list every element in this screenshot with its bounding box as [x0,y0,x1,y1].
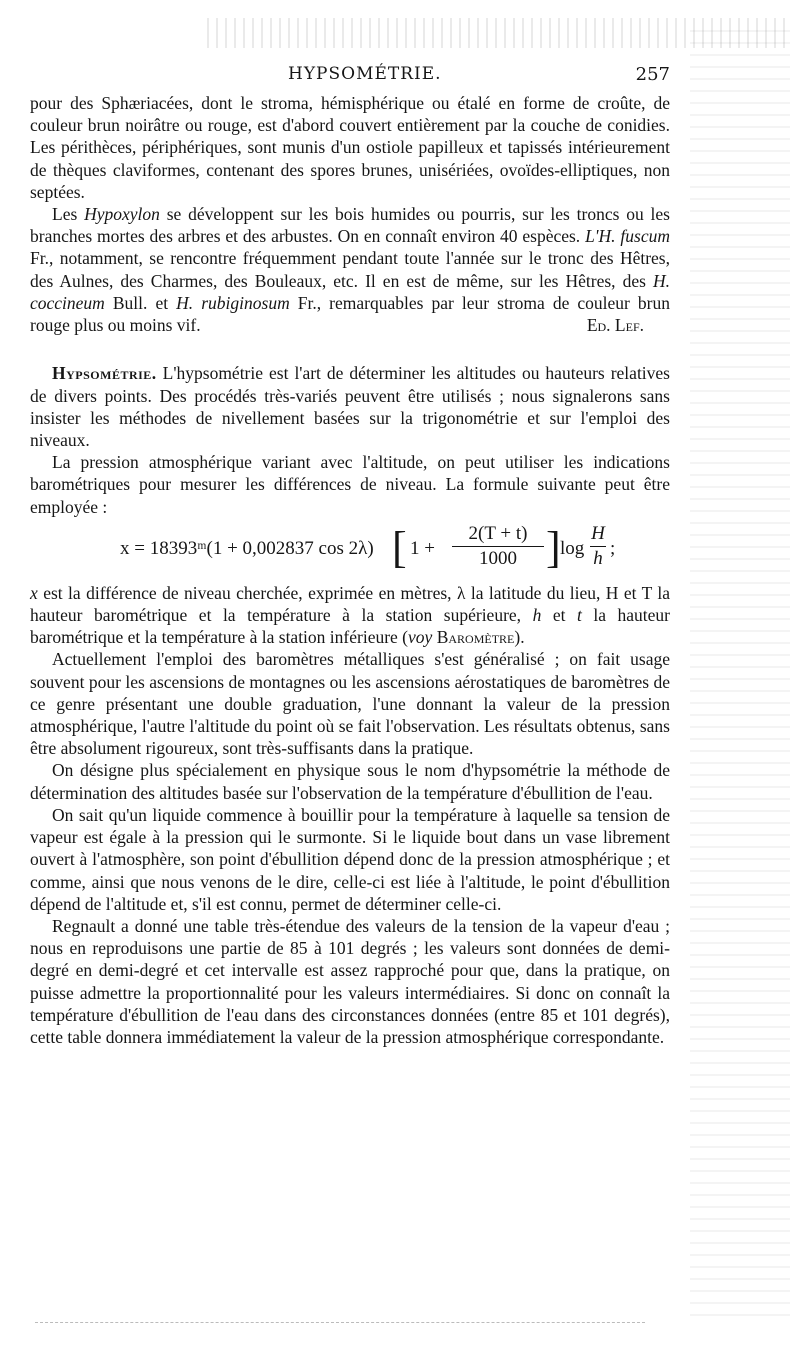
bottom-rule [35,1322,645,1323]
paragraph-hypsometrie-intro [30,362,670,451]
bracket-left: [ [392,522,407,572]
bracket-right: ] [546,522,561,572]
fraction-denominator: 1000 [479,547,517,569]
ratio-denominator: h [593,547,603,569]
paragraph-physique: On désigne plus spécialement en physique sous le nom d'hypsométrie la méthode de détermination des altitudes basée sur l'observation de la température d'ébullition de l'eau. [30,760,670,803]
paragraph-sphaeriacees: pour des Sphæriacées, dont le stroma, hémisphérique ou étalé en forme de croûte, de couleur brun noirâtre ou rouge, est d'abord couvert entièrement par la couche de conidies. Les périthèces, périphériques, sont munis d'un ostiole papilleux et tapissés intérieurement de thèques claviformes, contenant des spores brunes, unisériées, ovoïdes-elliptiques, non septées. [30,93,670,202]
ratio-numerator: H [590,522,606,547]
author-signature: Ed. Lef. [586,315,644,336]
italic-run: H. coccineum [30,270,670,313]
page [30,0,670,1358]
paragraph-regnault: Regnault a donné une table très-étendue des valeurs de la tension de la vapeur d'eau ; nous en reproduisons une partie de 85 à 101 degrés ; les valeurs sont données de demi-degré en demi-degré et cet intervalle est assez rapproché pour que, dans la pratique, on puisse admettre la proportionnalité pour les valeurs intermédiaires. Si donc on connaît la température d'ébullition de l'eau dans des circonstances données (entre 85 et 101 degrés), cette table donnera immédiatement la valeur de la pression atmosphérique correspondante. [30,915,670,1047]
text-run: et [541,605,577,626]
italic-run: L'H. fuscum [585,226,670,247]
paragraph-ebullition: On sait qu'un liquide commence à bouillir pour la température à laquelle sa tension de vapeur est égale à la pression qui le surmonte. Si le liquide bout dans un vase librement ouvert à l'atmosphère, son point d'ébullition dépend donc de la pression atmosphérique ; et comme, ainsi que nous venons de le dire, celle-ci est liée à l'altitude, le point d'ébullition dépend de l'altitude et, s'il est connu, permet de déterminer celle-ci. [30,804,670,914]
fraction-numerator: 2(T + t) [452,522,544,547]
entry-headword: Hypsométrie. [52,363,157,384]
running-header [30,60,670,90]
formula-log: log [560,537,585,559]
italic-run: x [30,582,38,603]
text-run: L'hypsométrie est l'art de déterminer les altitudes ou hauteurs relatives de divers points. Des procédés très-variés peuvent être utilisés ; nous signalerons sans insister les méthodes de nivellement basées sur la trigonométrie et sur l'emploi des niveaux. [30,363,670,451]
italic-run: H. rubiginosum [176,292,290,313]
running-title: HYPSOMÉTRIE. [288,64,442,84]
formula-ratio [590,522,606,571]
italic-run: voy [408,627,433,648]
page-number: 257 [635,64,670,85]
paragraph-variables [30,582,670,649]
cross-reference: Baromètre). [432,627,525,648]
italic-run: t [576,605,582,626]
paragraph-barometres: Actuellement l'emploi des baromètres métalliques s'est généralisé ; on fait usage souvent pour les ascensions de montagnes ou les ascensions aérostatiques de baromètres de ce genre présentant une double graduation, l'une donnant la valeur de la pression atmosphérique, l'autre l'altitude du point où se fait l'observation. Les résultats obtenus, sans être absolument rigoureux, sont très-suffisants dans la pratique. [30,649,670,759]
formula-fraction [452,522,544,571]
paragraph-pression: La pression atmosphérique variant avec l'altitude, on peut utiliser les indications barométriques pour mesurer les différences de niveau. La formule suivante peut être employée : [30,452,670,517]
article-body [30,92,670,1048]
formula-semicolon: ; [610,537,616,559]
text-run: se développent sur les bois humides ou pourris, sur les troncs ou les branches mortes des arbres et des arbustes. On en connaît environ 40 espèces. [30,204,670,247]
text-run: la hauteur barométrique et la température à la station inférieure ( [30,605,670,648]
text-run: est la différence de niveau cherchée, exprimée en mètres, λ la latitude du lieu, H et T la hauteur barométrique et la température à la station supérieure, [30,582,670,626]
barometric-formula [30,518,670,582]
formula-one: 1 + [410,537,435,559]
text-run: Les [52,204,85,225]
text-run: Bull. et [104,292,177,313]
text-run: Fr., notamment, se rencontre fréquemment pendant toute l'année sur le tronc des Hêtres, des Aulnes, des Charmes, des Bouleaux, etc. Il en est de même, sur les Hêtres, des [30,248,670,291]
scan-noise-margin [690,20,790,1320]
formula-left: x = 18393ᵐ(1 + 0,002837 cos 2λ) [120,537,374,559]
italic-run: Hypoxylon [84,204,160,225]
text-run: Fr., remarquables par leur stroma de couleur brun rouge plus ou moins vif. [30,292,671,336]
italic-run: h [532,605,542,626]
